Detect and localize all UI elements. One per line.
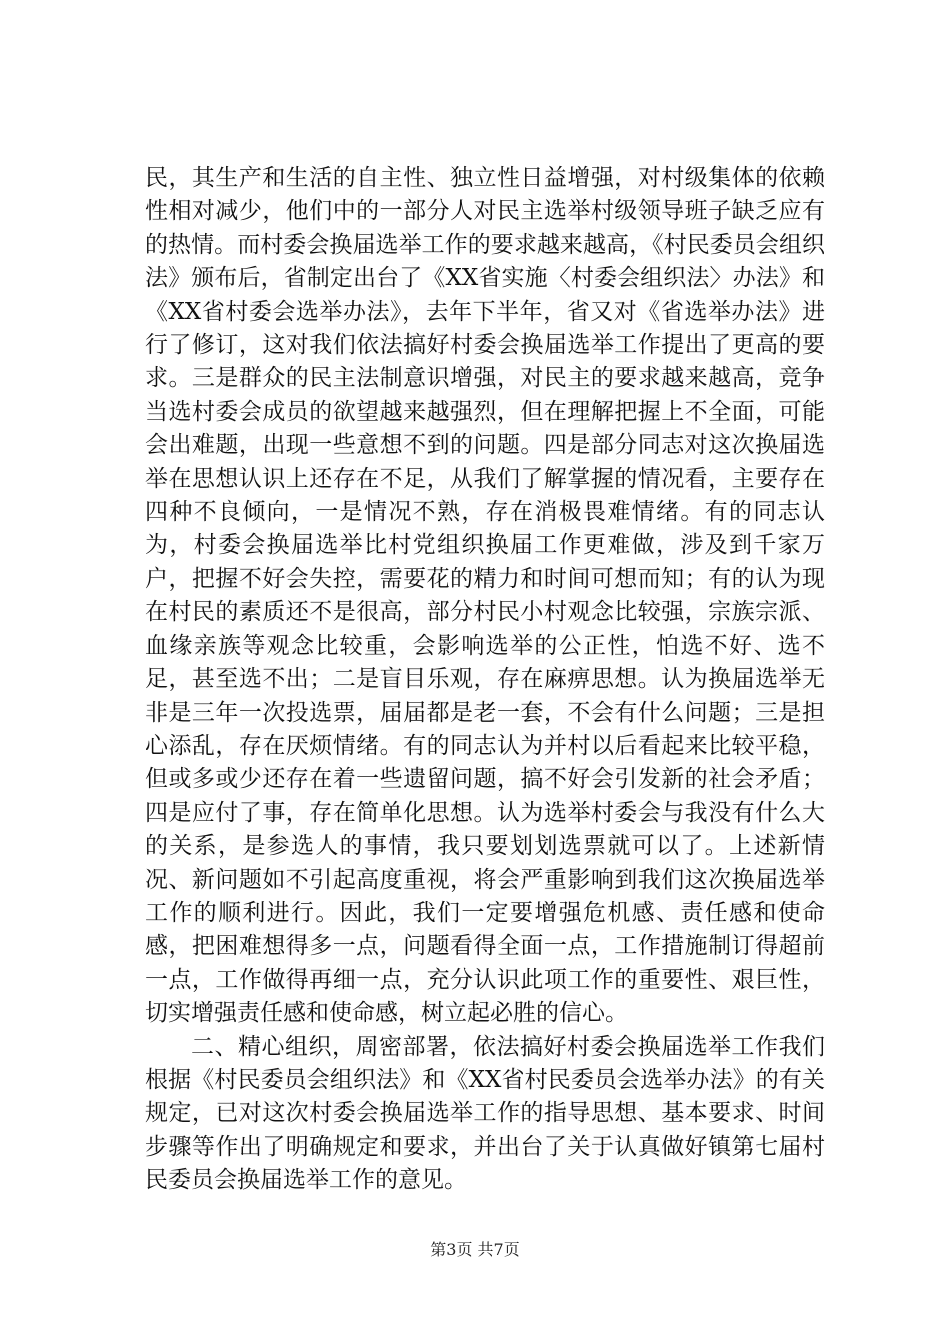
page-footer: 第3页 共7页 <box>430 1240 520 1259</box>
paragraph-section-two: 二、精心组织，周密部署，依法搞好村委会换届选举工作我们根据《村民委员会组织法》和《XX省村民委员会选举办法》的有关规定，已对这次村委会换届选举工作的指导思想、基本要求、时间步骤等作出了明确规定和要求，并出台了关于认真做好镇第七届村民委员会换届选举工作的意见。 <box>145 1033 825 1194</box>
paragraph-continuation: 民，其生产和生活的自主性、独立性日益增强，对村级集体的依赖性相对减少，他们中的一部分人对民主选举村级领导班子缺乏应有的热情。而村委会换届选举工作的要求越来越高，《村民委员会组织法》颁布后，省制定出台了《XX省实施〈村委会组织法〉办法》和《XX省村委会选举办法》，去年下半年，省又对《省选举办法》进行了修订，这对我们依法搞好村委会换届选举工作提出了更高的要求。三是群众的民主法制意识增强，对民主的要求越来越高，竞争当选村委会成员的欲望越来越强烈，但在理解把握上不全面，可能会出难题，出现一些意想不到的问题。四是部分同志对这次换届选举在思想认识上还存在不足，从我们了解掌握的情况看，主要存在四种不良倾向，一是情况不熟，存在消极畏难情绪。有的同志认为，村委会换届选举比村党组织换届工作更难做，涉及到千家万户，把握不好会失控，需要花的精力和时间可想而知；有的认为现在村民的素质还不是很高，部分村民小村观念比较强，宗族宗派、血缘亲族等观念比较重，会影响选举的公正性，怕选不好、选不足，甚至选不出；二是盲目乐观，存在麻痹思想。认为换届选举无非是三年一次投选票，届届都是老一套，不会有什么问题；三是担心添乱，存在厌烦情绪。有的同志认为并村以后看起来比较平稳，但或多或少还存在着一些遗留问题，搞不好会引发新的社会矛盾；四是应付了事，存在简单化思想。认为选举村委会与我没有什么大的关系，是参选人的事情，我只要划划选票就可以了。上述新情况、新问题如不引起高度重视，将会严重影响到我们这次换届选举工作的顺利进行。因此，我们一定要增强危机感、责任感和使命感，把困难想得多一点，问题看得全面一点，工作措施制订得超前一点，工作做得再细一点，充分认识此项工作的重要性、艰巨性，切实增强责任感和使命感，树立起必胜的信心。 <box>145 165 825 1027</box>
document-body <box>145 162 825 1198</box>
